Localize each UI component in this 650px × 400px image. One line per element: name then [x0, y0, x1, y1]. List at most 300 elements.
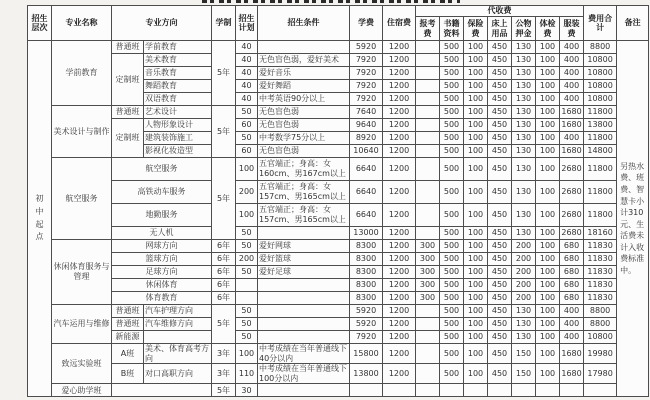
table-cell: 400 — [560, 80, 584, 93]
table-cell: 100 — [464, 132, 488, 145]
table-cell: 100 — [464, 93, 488, 106]
table-cell: 130 — [512, 305, 536, 318]
table-cell: 1200 — [383, 67, 416, 80]
table-cell: 5年 — [212, 158, 236, 240]
table-cell: 1200 — [383, 80, 416, 93]
table-cell: 100 — [464, 67, 488, 80]
table-cell: 200 — [236, 253, 258, 266]
table-cell: 6年 — [212, 266, 236, 279]
table-cell: 450 — [488, 41, 512, 54]
table-cell — [416, 41, 440, 54]
table-cell — [488, 384, 512, 397]
table-cell: 130 — [512, 227, 536, 240]
table-cell: A班 — [112, 344, 144, 364]
table-cell: 2680 — [560, 158, 584, 181]
table-cell: 1200 — [383, 158, 416, 181]
table-cell: B班 — [112, 364, 144, 384]
table-cell: 1200 — [383, 106, 416, 119]
table-cell: 普通班 — [112, 305, 144, 318]
table-cell: 450 — [488, 204, 512, 227]
table-cell: 5920 — [350, 318, 383, 331]
table-cell: 17980 — [584, 364, 617, 384]
table-cell: 100 — [536, 145, 560, 158]
table-cell: 100 — [464, 204, 488, 227]
table-cell: 100 — [536, 240, 560, 253]
table-cell: 450 — [488, 292, 512, 305]
table-row — [28, 331, 649, 344]
table-cell: 爱心助学班 — [52, 384, 112, 397]
table-row — [28, 279, 649, 292]
table-cell: 450 — [488, 279, 512, 292]
table-cell: 50 — [236, 106, 258, 119]
table-cell: 篮球方向 — [112, 253, 212, 266]
table-cell: 8300 — [350, 266, 383, 279]
table-cell: 500 — [440, 145, 464, 158]
table-cell: 8300 — [350, 292, 383, 305]
table-cell: 200 — [512, 253, 536, 266]
table-cell: 舞蹈教育 — [144, 80, 212, 93]
table-cell: 100 — [536, 344, 560, 364]
table-cell — [416, 181, 440, 204]
table-row — [28, 227, 649, 240]
table-cell: 450 — [488, 305, 512, 318]
table-cell — [536, 384, 560, 397]
table-cell: 680 — [560, 279, 584, 292]
table-cell — [258, 227, 350, 240]
table-cell — [258, 318, 350, 331]
table-cell: 13000 — [350, 227, 383, 240]
header-cell: 费用合计 — [584, 6, 617, 41]
table-cell: 50 — [236, 331, 258, 344]
table-cell: 130 — [512, 318, 536, 331]
table-cell: 130 — [512, 145, 536, 158]
table-cell: 100 — [536, 331, 560, 344]
table-cell: 400 — [560, 305, 584, 318]
table-cell — [416, 331, 440, 344]
header-cell: 专业方向 — [112, 6, 212, 41]
table-cell: 100 — [536, 266, 560, 279]
table-cell: 11830 — [584, 240, 617, 253]
table-cell: 7920 — [350, 54, 383, 67]
table-cell: 7920 — [350, 93, 383, 106]
table-cell: 13800 — [584, 119, 617, 132]
table-cell: 150 — [512, 344, 536, 364]
table-cell: 6年 — [212, 240, 236, 253]
table-cell: 450 — [488, 227, 512, 240]
table-cell: 100 — [536, 67, 560, 80]
table-row — [28, 344, 649, 364]
table-cell: 500 — [440, 344, 464, 364]
header-cell: 床上用品 — [488, 17, 512, 41]
table-cell: 普通班 — [112, 106, 144, 119]
table-cell: 100 — [464, 145, 488, 158]
table-cell: 5年 — [212, 305, 236, 344]
table-row — [28, 292, 649, 305]
table-cell: 100 — [464, 240, 488, 253]
table-cell: 50 — [236, 132, 258, 145]
table-cell — [416, 227, 440, 240]
table-row — [28, 119, 649, 132]
table-cell: 680 — [560, 253, 584, 266]
table-cell: 双语教育 — [144, 93, 212, 106]
table-cell: 100 — [536, 80, 560, 93]
table-cell: 11800 — [584, 204, 617, 227]
table-cell: 7920 — [350, 80, 383, 93]
table-cell: 美术设计与制作 — [52, 106, 112, 158]
table-cell: 100 — [536, 54, 560, 67]
table-cell: 10800 — [584, 331, 617, 344]
table-cell: 休闲体育服务与管理 — [52, 240, 112, 305]
table-cell: 5920 — [350, 41, 383, 54]
table-cell: 1680 — [560, 364, 584, 384]
table-cell: 450 — [488, 106, 512, 119]
table-cell: 5年 — [212, 41, 236, 106]
table-cell: 130 — [512, 80, 536, 93]
table-cell: 19980 — [584, 344, 617, 364]
table-row — [28, 240, 649, 253]
table-cell: 200 — [512, 279, 536, 292]
table-cell: 100 — [236, 344, 258, 364]
table-cell: 1200 — [383, 227, 416, 240]
table-cell: 11830 — [584, 253, 617, 266]
table-cell: 100 — [464, 181, 488, 204]
table-cell: 130 — [512, 158, 536, 181]
table-cell — [416, 132, 440, 145]
table-cell — [416, 67, 440, 80]
table-cell: 500 — [440, 292, 464, 305]
table-cell — [236, 292, 258, 305]
table-row — [28, 384, 649, 397]
table-cell: 300 — [416, 253, 440, 266]
table-cell — [560, 384, 584, 397]
table-cell: 100 — [536, 318, 560, 331]
table-cell: 1200 — [383, 253, 416, 266]
table-cell — [112, 384, 212, 397]
table-cell: 普通班 — [112, 318, 144, 331]
table-cell: 100 — [236, 158, 258, 181]
table-cell: 对口高职方向 — [144, 364, 212, 384]
remark-cell: 另热水费、班费、智慧卡小计310元、生活费未计入收费标准中。 — [617, 41, 649, 397]
table-cell: 8920 — [350, 132, 383, 145]
header-cell: 报考费 — [416, 17, 440, 41]
table-cell: 航空服务 — [52, 158, 112, 240]
table-cell: 500 — [440, 41, 464, 54]
table-cell: 普通班 — [112, 41, 144, 54]
table-cell: 100 — [464, 266, 488, 279]
table-cell: 100 — [464, 344, 488, 364]
table-cell: 6640 — [350, 158, 383, 181]
table-cell: 450 — [488, 240, 512, 253]
table-cell: 汽车护理方向 — [144, 305, 212, 318]
table-cell: 1680 — [560, 344, 584, 364]
table-cell: 1200 — [383, 41, 416, 54]
table-cell: 300 — [416, 266, 440, 279]
header-cell: 代收费 — [416, 6, 584, 17]
table-cell: 影视化妆造型 — [144, 145, 212, 158]
table-cell: 300 — [416, 279, 440, 292]
table-cell: 10640 — [350, 145, 383, 158]
table-cell: 中考成绩在当年普通线下100分以内 — [258, 364, 350, 384]
table-cell: 450 — [488, 331, 512, 344]
table-cell — [416, 93, 440, 106]
table-cell: 40 — [236, 41, 258, 54]
table-cell: 体育教育 — [112, 292, 212, 305]
table-cell: 100 — [464, 80, 488, 93]
table-cell: 7920 — [350, 331, 383, 344]
table-cell: 11800 — [584, 181, 617, 204]
table-cell — [416, 54, 440, 67]
table-cell: 450 — [488, 54, 512, 67]
table-cell: 100 — [464, 318, 488, 331]
table-cell: 无色盲色弱 — [258, 106, 350, 119]
table-cell — [584, 384, 617, 397]
table-cell: 11800 — [584, 132, 617, 145]
table-cell: 150 — [512, 364, 536, 384]
table-cell: 无色盲色弱 — [258, 119, 350, 132]
table-cell: 6年 — [212, 279, 236, 292]
table-cell: 1680 — [560, 145, 584, 158]
table-cell: 100 — [536, 204, 560, 227]
table-cell: 100 — [536, 305, 560, 318]
table-cell: 40 — [236, 80, 258, 93]
table-cell: 五官端正；身高：女157cm、男165cm以上 — [258, 204, 350, 227]
table-cell: 100 — [536, 253, 560, 266]
table-cell: 400 — [560, 41, 584, 54]
table-cell — [416, 119, 440, 132]
table-cell — [383, 384, 416, 397]
table-cell: 无色盲色弱 — [258, 145, 350, 158]
table-cell: 40 — [236, 54, 258, 67]
table-cell: 500 — [440, 227, 464, 240]
table-cell: 450 — [488, 67, 512, 80]
table-cell: 200 — [512, 266, 536, 279]
table-cell: 680 — [560, 266, 584, 279]
table-cell — [416, 204, 440, 227]
table-cell: 2680 — [560, 227, 584, 240]
table-cell: 1200 — [383, 279, 416, 292]
table-cell: 爱好篮球 — [258, 253, 350, 266]
table-cell: 1200 — [383, 145, 416, 158]
table-cell: 6年 — [212, 253, 236, 266]
table-cell: 爱好足球 — [258, 266, 350, 279]
table-cell: 110 — [236, 364, 258, 384]
table-cell: 450 — [488, 132, 512, 145]
header-row — [28, 6, 649, 17]
header-cell: 公物押金 — [512, 17, 536, 41]
table-cell: 人物形象设计 — [144, 119, 212, 132]
table-cell: 11830 — [584, 266, 617, 279]
table-cell: 休闲体育 — [112, 279, 212, 292]
table-cell: 130 — [512, 67, 536, 80]
table-cell: 1200 — [383, 181, 416, 204]
table-cell: 100 — [464, 253, 488, 266]
table-cell: 8300 — [350, 253, 383, 266]
table-cell: 100 — [464, 41, 488, 54]
table-cell: 学前教育 — [144, 41, 212, 54]
table-cell — [236, 279, 258, 292]
table-row — [28, 318, 649, 331]
table-cell: 致远实验班 — [52, 344, 112, 384]
table-cell: 10800 — [584, 80, 617, 93]
table-cell: 130 — [512, 41, 536, 54]
table-cell: 500 — [440, 181, 464, 204]
table-cell: 400 — [560, 67, 584, 80]
table-cell: 11800 — [584, 106, 617, 119]
table-cell: 18160 — [584, 227, 617, 240]
table-cell: 8800 — [584, 318, 617, 331]
table-cell: 汽车维修方向 — [144, 318, 212, 331]
table-body — [28, 41, 649, 397]
table-cell: 450 — [488, 181, 512, 204]
table-cell — [350, 384, 383, 397]
table-cell: 100 — [464, 119, 488, 132]
table-row — [28, 266, 649, 279]
table-cell — [258, 384, 350, 397]
table-cell: 学前教育 — [52, 41, 112, 106]
table-cell: 450 — [488, 80, 512, 93]
header-cell: 招生层次 — [28, 6, 52, 41]
table-cell: 无人机 — [112, 227, 212, 240]
table-cell: 定制班 — [112, 54, 144, 106]
table-cell: 音乐教育 — [144, 67, 212, 80]
table-cell: 40 — [236, 93, 258, 106]
table-cell: 100 — [464, 364, 488, 384]
table-cell: 2680 — [560, 204, 584, 227]
table-cell: 15800 — [350, 344, 383, 364]
table-cell: 1200 — [383, 266, 416, 279]
table-cell: 10800 — [584, 93, 617, 106]
table-row — [28, 41, 649, 54]
table-cell — [416, 344, 440, 364]
table-cell: 500 — [440, 331, 464, 344]
table-cell: 300 — [416, 240, 440, 253]
table-cell: 3年 — [212, 364, 236, 384]
table-cell: 100 — [536, 93, 560, 106]
table-cell: 中考英语90分以上 — [258, 93, 350, 106]
table-cell: 100 — [536, 292, 560, 305]
table-cell: 2680 — [560, 181, 584, 204]
table-cell — [416, 305, 440, 318]
table-cell: 艺术设计 — [144, 106, 212, 119]
header-cell: 招生计划 — [236, 6, 258, 41]
header-cell: 体检费 — [536, 17, 560, 41]
table-cell — [258, 292, 350, 305]
table-cell: 450 — [488, 266, 512, 279]
table-cell: 1200 — [383, 132, 416, 145]
level-cell: 初中起点 — [28, 41, 52, 397]
table-cell: 130 — [512, 93, 536, 106]
table-cell — [416, 318, 440, 331]
table-cell: 航空服务 — [112, 158, 212, 181]
table-cell: 建筑装饰施工 — [144, 132, 212, 145]
table-cell: 1200 — [383, 305, 416, 318]
table-row — [28, 305, 649, 318]
table-cell: 450 — [488, 145, 512, 158]
table-cell: 50 — [236, 318, 258, 331]
table-cell: 网球方向 — [112, 240, 212, 253]
header-cell: 书籍资料 — [440, 17, 464, 41]
table-cell: 50 — [236, 266, 258, 279]
table-cell: 爱好网球 — [258, 240, 350, 253]
table-row — [28, 364, 649, 384]
table-cell: 1680 — [560, 106, 584, 119]
table-cell: 500 — [440, 204, 464, 227]
table-cell: 100 — [464, 292, 488, 305]
table-cell: 五官端正；身高：女160cm、男167cm以上 — [258, 158, 350, 181]
table-cell: 500 — [440, 364, 464, 384]
table-cell: 美术、体育高考方向 — [144, 344, 212, 364]
table-header — [28, 6, 649, 41]
header-cell: 学费 — [350, 6, 383, 41]
table-cell: 中考数学75分以上 — [258, 132, 350, 145]
table-cell: 1200 — [383, 240, 416, 253]
table-cell — [440, 384, 464, 397]
table-cell: 地勤服务 — [112, 204, 212, 227]
table-cell: 8800 — [584, 41, 617, 54]
table-cell: 100 — [464, 106, 488, 119]
table-cell: 130 — [512, 204, 536, 227]
table-cell: 11830 — [584, 292, 617, 305]
table-cell: 100 — [464, 331, 488, 344]
table-cell: 130 — [512, 54, 536, 67]
table-cell: 400 — [560, 132, 584, 145]
table-cell: 500 — [440, 93, 464, 106]
table-cell: 200 — [512, 292, 536, 305]
table-cell — [512, 384, 536, 397]
table-cell: 130 — [512, 181, 536, 204]
table-cell: 680 — [560, 240, 584, 253]
table-cell: 汽车运用与维修 — [52, 305, 112, 344]
table-cell: 1200 — [383, 292, 416, 305]
table-row — [28, 54, 649, 67]
table-cell: 100 — [536, 119, 560, 132]
table-cell: 1200 — [383, 331, 416, 344]
table-cell — [416, 80, 440, 93]
table-cell: 美术教育 — [144, 54, 212, 67]
table-cell: 200 — [236, 181, 258, 204]
table-cell: 3年 — [212, 344, 236, 364]
cropped-title-fragment — [202, 0, 460, 3]
table-cell: 50 — [236, 240, 258, 253]
table-cell: 5年 — [212, 384, 236, 397]
table-cell: 6年 — [212, 292, 236, 305]
table-row — [28, 253, 649, 266]
table-cell: 100 — [536, 181, 560, 204]
table-cell: 爱好音乐 — [258, 67, 350, 80]
table-cell: 40 — [236, 67, 258, 80]
table-cell: 13800 — [350, 364, 383, 384]
table-cell: 100 — [536, 227, 560, 240]
table-cell: 60 — [236, 119, 258, 132]
header-cell: 学制 — [212, 6, 236, 41]
fee-table — [27, 5, 649, 397]
table-cell: 11830 — [584, 279, 617, 292]
table-cell: 8300 — [350, 279, 383, 292]
table-cell: 400 — [560, 331, 584, 344]
table-cell: 1200 — [383, 119, 416, 132]
table-cell: 130 — [512, 119, 536, 132]
table-row — [28, 204, 649, 227]
table-cell: 50 — [236, 227, 258, 240]
header-cell: 招生条件 — [258, 6, 350, 41]
table-cell — [416, 364, 440, 384]
table-cell: 新能源 — [112, 331, 144, 344]
table-cell: 10800 — [584, 54, 617, 67]
table-cell: 200 — [512, 240, 536, 253]
table-cell: 500 — [440, 305, 464, 318]
table-cell: 100 — [536, 132, 560, 145]
table-cell: 14800 — [584, 145, 617, 158]
